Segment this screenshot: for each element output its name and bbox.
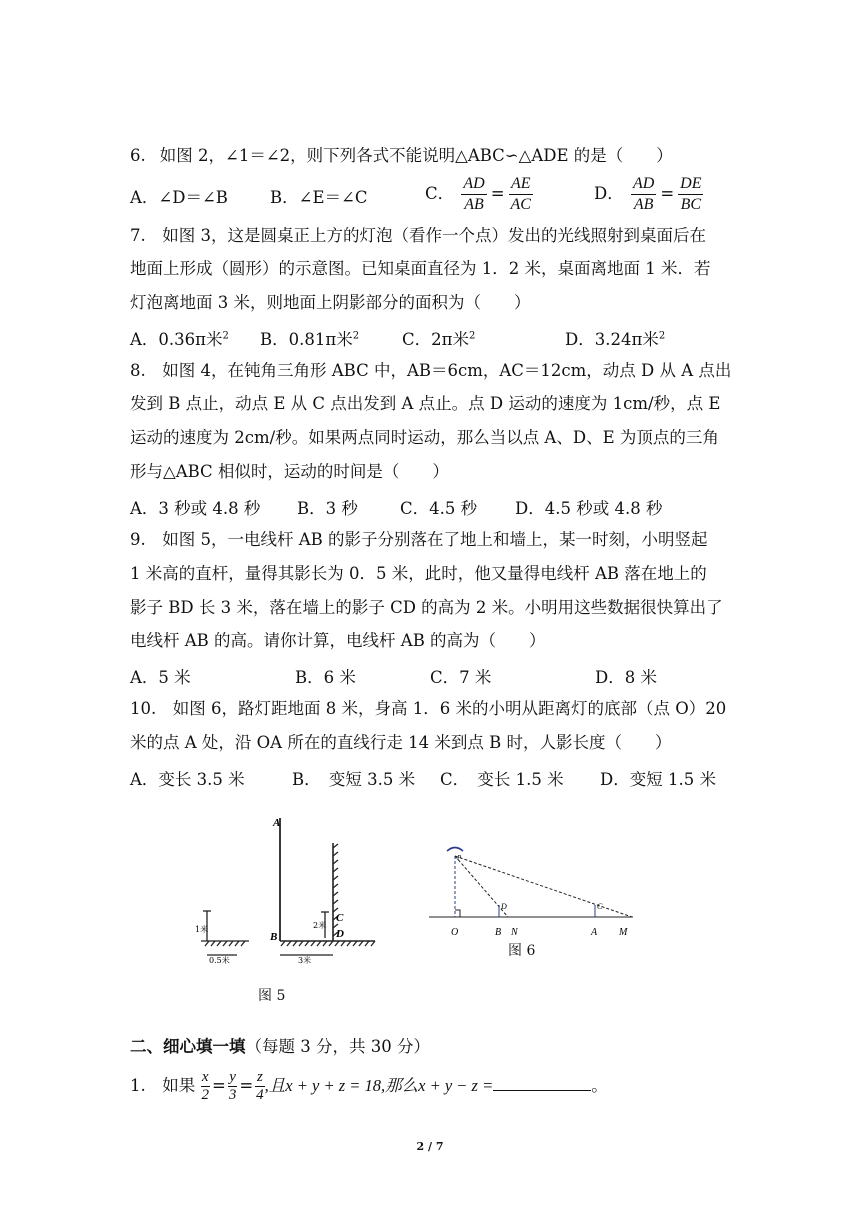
fig6-label-c: C xyxy=(597,902,603,911)
q8-options xyxy=(130,495,730,517)
fig5-label-d: D xyxy=(336,928,344,940)
fig6-label-p: P xyxy=(457,854,462,862)
frac-z-4 xyxy=(255,1069,265,1104)
q9-option-d: D．8 米 xyxy=(595,668,657,687)
figure-5 xyxy=(185,808,385,976)
q10-line-2: 米的点 A 处，沿 OA 所在的直线行走 14 米到点 B 时，人影长度（ ） xyxy=(130,733,672,752)
q6-c-frac2 xyxy=(509,174,533,215)
fig5-label-c: C xyxy=(336,912,344,924)
frac-denominator: AB xyxy=(464,196,484,213)
q8-line-2: 发到 B 点止，动点 E 从 C 点出发到 A 点止。点 D 运动的速度为 1cm/秒，点 E xyxy=(130,394,721,413)
fig6-label-n: N xyxy=(511,927,518,938)
superscript: 2 xyxy=(352,330,360,342)
q6-option-d xyxy=(594,174,705,215)
frac-numerator: y xyxy=(229,1069,236,1085)
q8-option-b: B．3 秒 xyxy=(297,499,358,518)
fill-q1 xyxy=(130,1068,608,1104)
q8-line-3: 运动的速度为 2cm/秒。如果两点同时运动，那么当以点 A、D、E 为顶点的三角 xyxy=(130,428,719,447)
fig6-label-m: M xyxy=(619,927,628,938)
fig6-label-a: A xyxy=(591,927,598,938)
frac-numerator: AE xyxy=(509,174,533,195)
figure-6-caption: 图 6 xyxy=(508,943,536,959)
q8-option-d: D．4.5 秒或 4.8 秒 xyxy=(515,499,663,518)
page-number: 2 / 7 xyxy=(416,1140,444,1153)
q8-line-1: 8. 如图 4，在钝角三角形 ABC 中，AB＝6cm，AC＝12cm，动点 D 从 A 点出 xyxy=(130,361,732,380)
q9-option-c: C．7 米 xyxy=(430,668,492,687)
q7-option-a-text: A．0.36π米 xyxy=(130,330,223,349)
q9-line-4: 电线杆 AB 的高。请你计算，电线杆 AB 的高为（ ） xyxy=(130,631,546,650)
q6-d-frac1 xyxy=(631,174,656,215)
equals-sign: = xyxy=(239,1076,254,1095)
q6-num: 6. xyxy=(130,146,146,165)
fill-q1-num: 1. 如果 xyxy=(130,1076,196,1095)
right-angle-mark xyxy=(455,910,460,917)
q10-option-b: B． 变短 3.5 米 xyxy=(292,770,416,789)
frac-x-2 xyxy=(201,1069,211,1104)
equals-sign: = xyxy=(660,184,675,203)
frac-denominator: 3 xyxy=(228,1087,237,1103)
q6-option-d-label: D． xyxy=(594,184,624,203)
fig6-label-o: O xyxy=(451,927,459,938)
ground-hatch xyxy=(205,941,245,946)
answer-blank[interactable] xyxy=(493,1076,591,1091)
q7-line-1: 7. 如图 3，这是圆桌正上方的灯泡（看作一个点）发出的光线照射到桌面后在 xyxy=(130,226,706,245)
q6-option-c-label: C． xyxy=(425,184,455,203)
frac-denominator: 2 xyxy=(201,1087,209,1103)
q8-option-c: C．4.5 秒 xyxy=(400,499,478,518)
q9-line-1: 9. 如图 5，一电线杆 AB 的影子分别落在了地上和墙上，某一时刻，小明竖起 xyxy=(130,530,708,549)
q7-option-a xyxy=(130,326,229,350)
superscript: 2 xyxy=(658,330,666,342)
section-2-heading xyxy=(130,1036,430,1058)
equals-sign: = xyxy=(490,184,505,203)
frac-numerator: x xyxy=(201,1069,209,1085)
fig5-label-2m: 2米 xyxy=(313,921,327,930)
fig6-label-d: D xyxy=(501,902,507,911)
fig5-label-05m: 0.5米 xyxy=(209,956,230,965)
q9-options xyxy=(130,664,730,686)
frac-denominator: BC xyxy=(680,196,702,213)
q7-option-c xyxy=(402,326,475,350)
q7-option-b-text: B．0.81π米 xyxy=(260,330,353,349)
q10-option-c: C． 变长 1.5 米 xyxy=(440,770,564,789)
q9-option-b: B．6 米 xyxy=(295,668,356,687)
frac-denominator: 4 xyxy=(256,1087,264,1103)
q6-options xyxy=(130,170,730,220)
q6-option-a: A．∠D＝∠B xyxy=(130,188,228,207)
fig6-label-b: B xyxy=(495,927,502,938)
lamp-icon xyxy=(447,848,463,852)
frac-numerator: AD xyxy=(461,174,486,195)
frac-numerator: AD xyxy=(631,174,656,195)
q7-line-2: 地面上形成（圆形）的示意图。已知桌面直径为 1．2 米，桌面离地面 1 米．若 xyxy=(130,259,711,278)
equals-sign: = xyxy=(212,1076,226,1095)
section-2-note: （每题 3 分，共 30 分） xyxy=(245,1037,430,1056)
q8-option-a: A．3 秒或 4.8 秒 xyxy=(130,499,261,518)
fig5-label-3m: 3米 xyxy=(298,956,312,965)
q7-options xyxy=(130,326,730,348)
fig5-label-b: B xyxy=(270,931,278,943)
q10-options xyxy=(130,766,750,788)
q10-option-a: A．变长 3.5 米 xyxy=(130,770,245,789)
frac-numerator: DE xyxy=(678,174,703,195)
q6-d-frac2 xyxy=(678,174,703,215)
q9-line-2: 1 米高的直杆，量得其影长为 0．5 米，此时，他又量得电线杆 AB 落在地上的 xyxy=(130,564,707,583)
q6-option-b: B．∠E＝∠C xyxy=(270,188,368,207)
figure-6 xyxy=(425,838,640,943)
frac-y-3 xyxy=(228,1069,238,1104)
q10-line-1: 10. 如图 6，路灯距地面 8 米，身高 1．6 米的小明从距离灯的底部（点 O）20 xyxy=(130,699,727,718)
fig5-label-a: A xyxy=(273,817,281,829)
superscript: 2 xyxy=(468,330,476,342)
q9-line-3: 影子 BD 长 3 米，落在墙上的影子 CD 的高为 2 米。小明用这些数据很快算出了 xyxy=(130,598,723,617)
frac-numerator: z xyxy=(256,1069,263,1085)
q7-option-c-text: C．2π米 xyxy=(402,330,469,349)
q6-text: 如图 2，∠1＝∠2，则下列各式不能说明△ABC∽△ADE 的是（ ） xyxy=(159,146,673,165)
superscript: 2 xyxy=(222,330,229,342)
figure-5-caption: 图 5 xyxy=(258,988,286,1004)
q6-c-frac1 xyxy=(461,174,486,215)
fill-q1-end: 。 xyxy=(591,1076,608,1095)
frac-denominator: AB xyxy=(633,196,654,213)
q6-stem xyxy=(130,145,673,167)
q7-line-3: 灯泡离地面 3 米，则地面上阴影部分的面积为（ ） xyxy=(130,293,531,312)
section-2-title: 二、细心填一填 xyxy=(130,1037,246,1056)
q9-option-a: A．5 米 xyxy=(130,668,191,687)
q6-option-c xyxy=(425,174,535,215)
fill-q1-condition: ,且x + y + z = 18,那么x + y − z = xyxy=(264,1076,494,1095)
q8-line-4: 形与△ABC 相似时，运动的时间是（ ） xyxy=(130,462,449,481)
q10-option-d: D．变短 1.5 米 xyxy=(600,770,716,789)
fig5-label-1m: 1米 xyxy=(195,925,209,934)
frac-denominator: AC xyxy=(510,196,531,213)
q7-option-b xyxy=(260,326,359,350)
q7-option-d xyxy=(565,326,665,350)
q7-option-d-text: D．3.24π米 xyxy=(565,330,659,349)
